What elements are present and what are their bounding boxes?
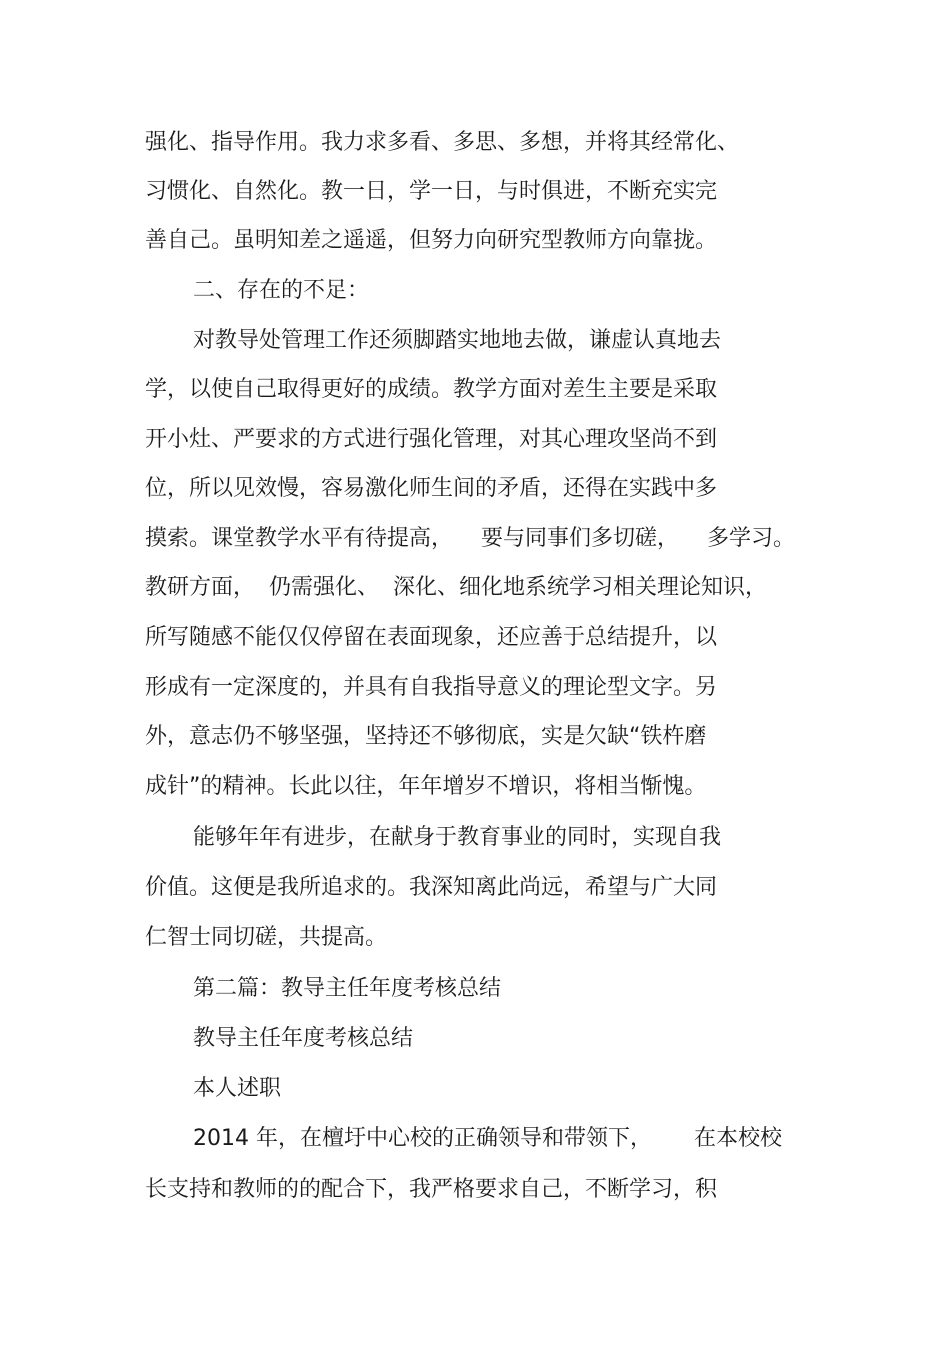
text-line: 能够年年有进步，在献身于教育事业的同时，实现自我 (193, 825, 722, 850)
text-line: 学，以使自己取得更好的成绩。教学方面对差生主要是采取 (145, 377, 718, 402)
text-line: 摸索。课堂教学水平有待提高， 要与同事们多切磋， 多学习。 (145, 526, 795, 551)
text-line: 善自己。虽明知差之遥遥，但努力向研究型教师方向靠拢。 (145, 228, 718, 253)
text-line: 教研方面， 仍需强化、 深化、细化地系统学习相关理论知识， (145, 575, 767, 600)
text-line: 仁智士同切磋，共提高。 (145, 925, 388, 950)
text-line: 位，所以见效慢，容易激化师生间的矛盾，还得在实践中多 (145, 476, 718, 501)
text-line: 所写随感不能仅仅停留在表面现象，还应善于总结提升，以 (145, 625, 718, 650)
text-line: 外，意志仍不够坚强，坚持还不够彻底，实是欠缺“铁杵磨 (145, 724, 707, 749)
text-line: 习惯化、自然化。教一日，学一日，与时俱进，不断充实完 (145, 179, 718, 204)
text-line: 2014 年，在檀圩中心校的正确领导和带领下， 在本校校 (193, 1126, 782, 1151)
chapter-title: 第二篇：教导主任年度考核总结 (193, 976, 502, 1001)
text-line: 对教导处管理工作还须脚踏实地地去做，谦虚认真地去 (193, 328, 722, 353)
document-title: 教导主任年度考核总结 (193, 1026, 414, 1051)
text-line: 形成有一定深度的，并具有自我指导意义的理论型文字。另 (145, 675, 718, 700)
section-heading: 二、存在的不足： (193, 278, 370, 303)
text-line: 开小灶、严要求的方式进行强化管理，对其心理攻坚尚不到 (145, 427, 718, 452)
text-line: 长支持和教师的的配合下，我严格要求自己，不断学习，积 (145, 1177, 718, 1202)
text-line: 价值。这便是我所追求的。我深知离此尚远，希望与广大同 (145, 875, 718, 900)
text-line: 成针”的精神。长此以往，年年增岁不增识，将相当惭愧。 (145, 774, 707, 799)
text-line: 强化、指导作用。我力求多看、多思、多想，并将其经常化、 (145, 130, 740, 155)
subtitle: 本人述职 (193, 1076, 282, 1101)
